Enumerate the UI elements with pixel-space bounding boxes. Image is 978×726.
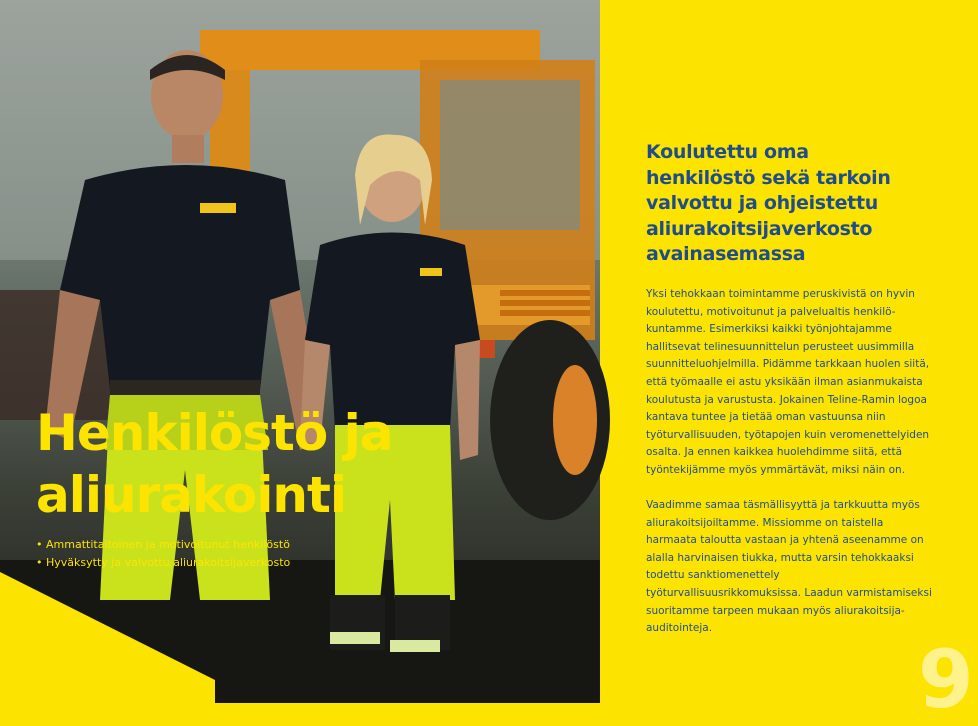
page-title [36,402,393,526]
heading-line: aliurakoitsijaverkosto [646,217,873,240]
body-paragraph-2: Vaadimme samaa täsmällisyyttä ja tarkkuutta myös aliurakoitsijoiltamme. Missiomme on taistella harmaata taloutta vastaan ja yhtenä aseenamme on alalla harvinaisen tiukka, mutta varsin tehokkaaksi todettu sanktiomenettely työturvallisuusrikkomuksissa. Laadun varmistamiseksi suoritamme tarpeen mukaan myös aliurakoitsija-auditointeja. [646,499,932,635]
heading-line: valvottu ja ohjeistettu [646,192,878,214]
body-paragraph-1: Yksi tehokkaan toimintamme peruskivistä on hyvin koulutettu, motivoitunut ja palvelualtis henkilö-kuntamme. Esimerkiksi kaikki työnjohtajamme hallitsevat telinesuunnittelun perusteet uusimmilla suunnitteluohjelmilla. Pidämme tarkkaan huolen siitä, että työmaalle ei astu yksikään ilman asianmukaista koulutusta ja varustusta. Jokainen Teline-Ramin logoa kantava tuntee ja tietää oman vastuunsa niin työturvallisuuden, työtapojen kuin veromenettelyiden osalta. Ja ennen kaikkea huolehdimme siitä, että työntekijämme myös ymmärtävät, miksi näin on. [646,288,930,476]
bullet-item: • Ammattitaitoinen ja motivoitunut henkilöstö [36,536,290,554]
heading-line: Koulutettu oma [646,141,809,163]
heading-line: avainasemassa [646,243,806,265]
section-heading [646,140,936,268]
heading-line: henkilöstö sekä tarkoin [646,166,891,189]
summary-bullets [36,536,290,572]
title-line-2: aliurakointi [36,466,347,524]
bullet-item: • Hyväksytty ja valvottu aliurakoitsijaverkosto [36,554,290,572]
title-line-1: Henkilöstö ja [36,404,393,462]
page-number: 9 [918,633,974,726]
